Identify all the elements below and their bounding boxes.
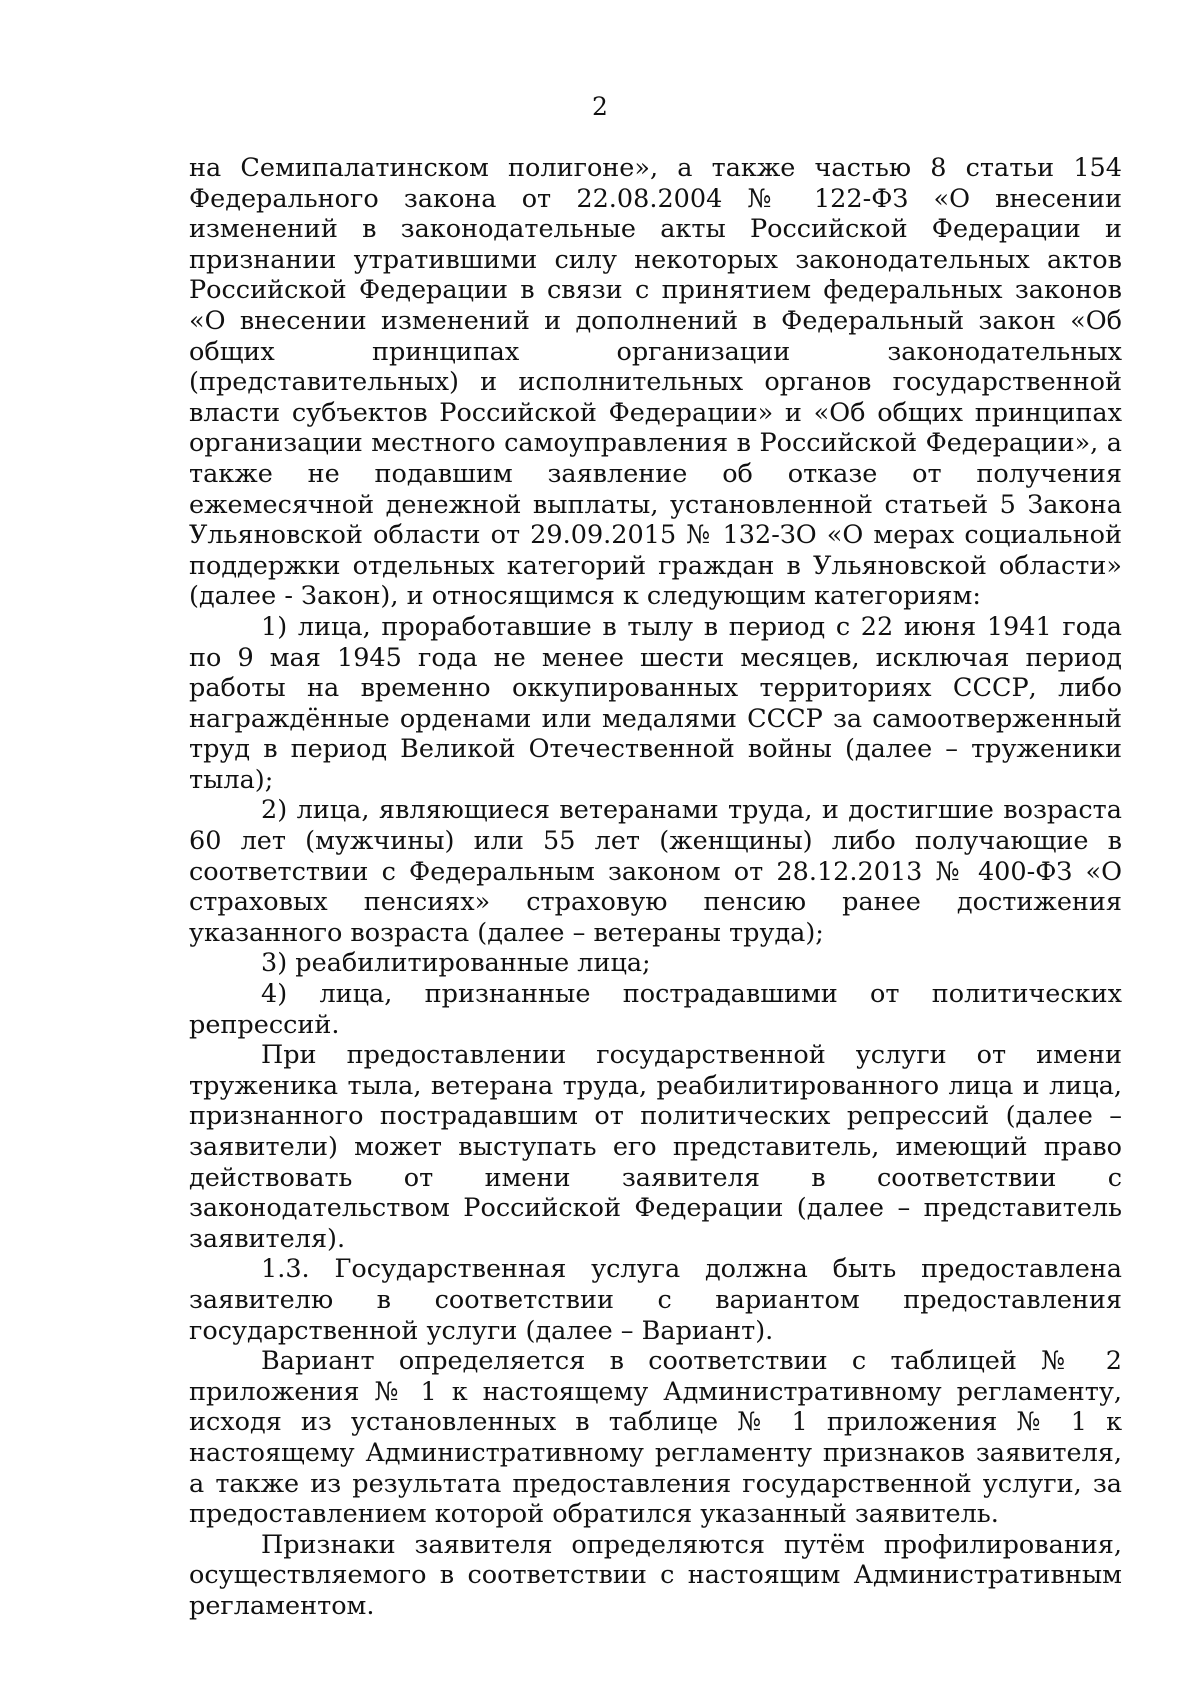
paragraph-intro-continuation: на Семипалатинском полигоне», а также частью 8 статьи 154 Федерального закона от 22.08.2004 № 122-ФЗ «О внесении изменений в законодательные акты Российской Федерации и признании утратившими силу некоторых законодательных актов Российской Федерации в связи с принятием федеральных законов «О внесении изменений и дополнений в Федеральный закон «Об общих принципах организации законодательных (представительных) и исполнительных органов государственной власти субъектов Российской Федерации» и «Об общих принципах организации местного самоуправления в Российской Федерации», а также не подавшим заявление об отказе от получения ежемесячной денежной выплаты, установленной статьей 5 Закона Ульяновской области от 29.09.2015 № 132-ЗО «О мерах социальной поддержки отдельных категорий граждан в Ульяновской области» (далее - Закон), и относящимся к следующим категориям: xyxy=(189,153,1122,612)
paragraph-category-1: 1) лица, проработавшие в тылу в период с 22 июня 1941 года по 9 мая 1945 года не менее шести месяцев, исключая период работы на временно оккупированных территориях СССР, либо награждённые орденами или медалями СССР за самоотверженный труд в период Великой Отечественной войны (далее – труженики тыла); xyxy=(189,611,1122,795)
paragraph-category-3: 3) реабилитированные лица; xyxy=(261,948,651,979)
paragraph-variant: Вариант определяется в соответствии с таблицей № 2 приложения № 1 к настоящему Административному регламенту, исходя из установленных в таблице № 1 приложения № 1 к настоящему Административному регламенту признаков заявителя, а также из результата предоставления государственной услуги, за предоставлением которой обратился указанный заявитель. xyxy=(189,1346,1122,1530)
document-body xyxy=(189,153,1122,1622)
paragraph-category-2: 2) лица, являющиеся ветеранами труда, и достигшие возраста 60 лет (мужчины) или 55 лет (женщины) либо получающие в соответствии с Федеральным законом от 28.12.2013 № 400-ФЗ «О страховых пенсиях» страховую пенсию ранее достижения указанного возраста (далее – ветераны труда); xyxy=(189,795,1122,948)
paragraph-applicant-attributes: Признаки заявителя определяются путём профилирования, осуществляемого в соответствии с настоящим Административным регламентом. xyxy=(189,1529,1122,1621)
page-number: 2 xyxy=(592,92,608,121)
paragraph-representative: При предоставлении государственной услуги от имени труженика тыла, ветерана труда, реабилитированного лица и лица, признанного пострадавшим от политических репрессий (далее – заявители) может выступать его представитель, имеющий право действовать от имени заявителя в соответствии с законодательством Российской Федерации (далее – представитель заявителя). xyxy=(189,1040,1122,1254)
paragraph-section-1-3: 1.3. Государственная услуга должна быть предоставлена заявителю в соответствии с вариантом предоставления государственной услуги (далее – Вариант). xyxy=(189,1254,1122,1346)
paragraph-category-4: 4) лица, признанные пострадавшими от политических репрессий. xyxy=(189,979,1122,1040)
